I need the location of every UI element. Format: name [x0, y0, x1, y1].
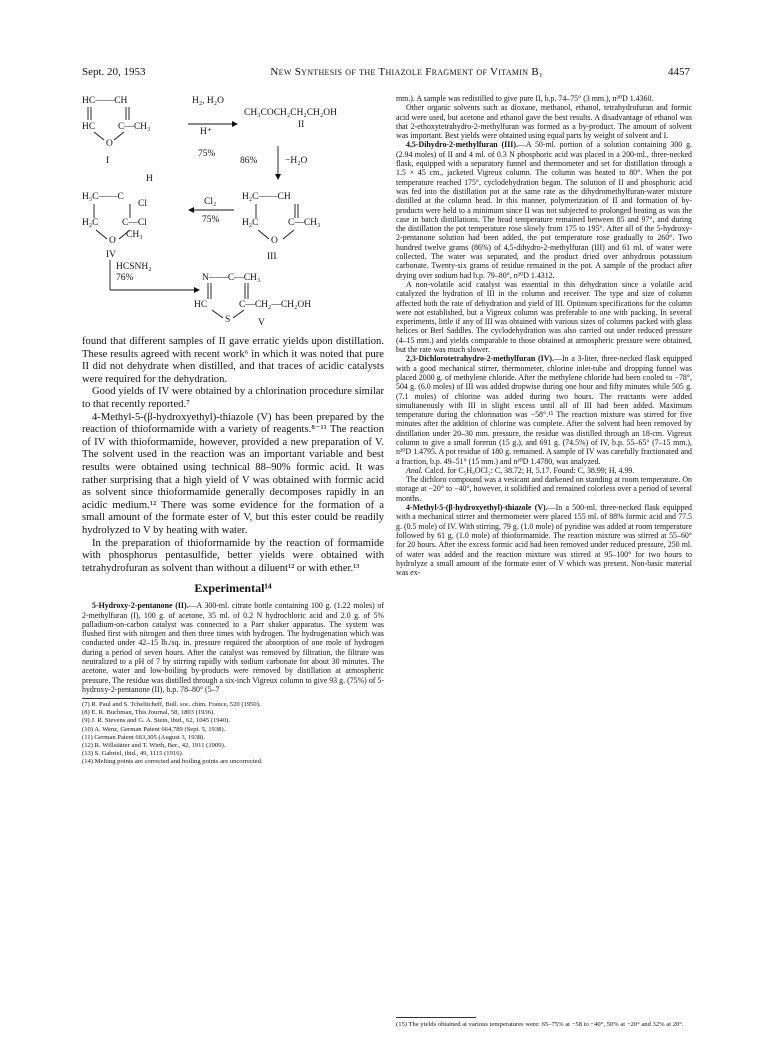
label-compound-ii: II: [298, 120, 305, 130]
compound-v-left: HC: [194, 300, 208, 310]
compound-v-sulfur: S: [225, 315, 231, 325]
compound-iii-top: H₂C——CH: [242, 192, 291, 202]
procedure-body: —A 50-ml. portion of a solution containing 300 g. (2.94 moles) of II and 4 ml. of 0.3 N phosphoric acid was placed in a 200-ml., three-necked flask, equipped with a separatory funnel and thermometer and set for distillation through a 1.5 × 45 cm., jacketed Vigreux column. The column was heated to 80°. When the pot temperature reached 175°, cyclodehydration began. The solution of II and phosphoric acid was fed into the distillation pot at the same rate as the dihydromethylfuran-water mixture distilled at the column head. In this manner, polymerization of II and formation of by-products were held to a minimum since II was not subjected to prolonged heating as was the case in batch distillations. The head temperature remained between 85 and 97°, and during the distillation the pot temperature rose slowly from 175 to 195°. After all of the 5-hydroxy-2-pentanone solution had been added, the pot temperature rose gradually to 260°. Two hundred twelve grams (86%) of 4,5-dihydro-2-methylfuran (III) and 61 ml. of water were collected. The water was separated, and the product dried over anhydrous potassium carbonate. Twenty-six grams of residue remained in the pot. A sample of the product after drying over sodium had b.p. 79–80°, n²⁰D 1.4312.: [396, 140, 692, 280]
footnote-7: (7) R. Paul and S. Tchelitcheff, Bull. soc. chim. France, 520 (1950).: [82, 701, 261, 709]
yield-dehydration: 86%: [240, 156, 258, 166]
footnote-rule-right: [396, 1017, 476, 1018]
compound-iv-methyl: CH₃: [126, 230, 143, 240]
footnote-10: (10) A. Wenz, German Patent 664,789 (Sept. 5, 1938).: [82, 725, 226, 733]
reaction-scheme: [82, 94, 384, 328]
left-column: [82, 94, 384, 1038]
compound-ii: CH₃COCH₂CH₂CH₂OH: [244, 108, 337, 118]
compound-v-top: N——C—CH₃: [202, 273, 261, 283]
compound-iv-cl1: Cl: [138, 199, 147, 209]
procedure-title: 2,3-Dichlorotetrahydro-2-methylfuran (IV).: [406, 354, 555, 364]
header-title: New Synthesis of the Thiazole Fragment of Vitamin B₁: [270, 66, 544, 78]
procedure-title: 4,5-Dihydro-2-methylfuran (III).: [406, 140, 518, 150]
reagent-h2-h2o: H₂, H₂O: [192, 96, 224, 106]
paragraph-erratic-yields: found that different samples of II gave erratic yields upon distillation. These results agreed with recent work⁶ in which it was noted that pure II did not dehydrate when distilled, and that traces of acidic catalysts were required for the dehydration.: [82, 336, 384, 385]
reagent-h-plus: H⁺: [200, 127, 212, 137]
compound-v-right: C—CH₂—CH₂OH: [239, 300, 312, 310]
footnote-8: (8) E. R. Buchman, This Journal, 58, 1803 (1936).: [82, 709, 215, 717]
compound-iv-h: H: [146, 174, 153, 184]
label-compound-v: V: [258, 318, 265, 328]
compound-i-right: C—CH₃: [118, 122, 151, 132]
compound-iii-left: H₂C: [242, 218, 259, 228]
procedure-title: 5-Hydroxy-2-pentanone (II).: [92, 601, 189, 611]
compound-iv-left: H₂C: [82, 218, 99, 228]
compound-iii-oxygen: O: [271, 236, 278, 246]
procedure-dichloro: [396, 354, 692, 466]
procedure-dihydromethylfuran: [396, 140, 692, 279]
paragraph-analysis: [396, 466, 692, 475]
paragraph-redistilled: mm.). A sample was redistilled to give pure II, b.p. 74–75° (3 mm.), n²⁰D 1.4360.: [396, 94, 654, 103]
procedure-thiazole: [396, 503, 692, 577]
footnotes-left: [82, 701, 384, 766]
footnote-13: (13) S. Gabriel, ibid., 49, 1115 (1916).: [82, 749, 184, 757]
reagent-thioformamide: HCSNH₂: [116, 262, 152, 272]
yield-thiazole: 76%: [116, 273, 134, 283]
procedure-hydroxypentanone: [82, 601, 384, 694]
procedure-body: —In a 500-ml. three-necked flask equipped with a mechanical stirrer and thermometer were placed 155 ml. of 88% formic acid and 77.5 g. (0.5 mole) of IV. With stirring, 79 g. (1.0 mole) of pyridine was added at room temperature followed by 61 g. (1.0 mole) of thioformamide. The reaction mixture was stirred at 55–60° for 20 hours. After the excess formic acid had been removed under reduced pressure, 250 ml. of water was added and the reaction mixture was stirred at 95–100° for two hours to hydrolyze a small amount of the formate ester of V which was present. Non-basic material was ex-: [396, 503, 692, 578]
footnote-15: (15) The yields obtained at various temperatures were: 65–75% at −58 to −40°, 50% at −20° and 32% at 20°.: [396, 1021, 684, 1028]
paragraph-solvents: Other organic solvents such as dioxane, methanol, ethanol, tetrahydrofuran and formic acid were used, but acetone and ethanol gave the best results. A disadvantage of ethanol was that 2-ethoxytetrahydro-2-methylfuran was formed as a by-product. The amount of solvent was important. Best yields were obtained using equal parts by weight of solvent and I.: [396, 103, 692, 141]
paragraph-vesicant: The dichloro compound was a vesicant and darkened on standing at room temperature. On storage at −20° to −40°, however, it solidified and remained colorless over a period of several months.: [396, 475, 692, 503]
experimental-heading: Experimental¹⁴: [194, 581, 272, 596]
procedure-title: 4-Methyl-5-(β-hydroxyethyl)-thiazole (V).: [406, 503, 548, 513]
compound-i-left: HC: [82, 122, 96, 132]
compound-iv-cl2: C—Cl: [122, 218, 147, 228]
footnote-14: (14) Melting points are corrected and boiling points are uncorrected.: [82, 757, 263, 765]
footnote-9: (9) J. R. Stevens and G. A. Stein, ibid., 62, 1045 (1940).: [82, 717, 230, 725]
compound-iii-right: C—CH₃: [288, 218, 321, 228]
compound-iv-oxygen: O: [109, 236, 116, 246]
compound-i-oxygen: O: [106, 139, 113, 149]
label-compound-iii: III: [267, 252, 277, 262]
procedure-body: —In a 3-liter, three-necked flask equipped with a good mechanical stirrer, thermometer, chlorine inlet-tube and dropping funnel was placed 2000 g. of methylene chloride. After the methylene chloride had been cooled to −78°, 504 g. (6.0 moles) of III was added dropwise during one hour and fifty minutes while 505 g. (7.1 moles) of chlorine was added during two hours. The reactants were added simultaneously with III in slight excess until all of III had been added. Maximum temperature during the chlorination was −58°.¹⁵ The reaction mixture was stirred for five minutes after the addition of chlorine was complete. After the solvent had been removed by distillation under 20–30 mm. pressure, the residue was distilled through an 18-cm. Vigreux column to give a small forerun (15 g.), and 691 g. (74.5%) of IV, b.p. 55–65° (7–15 mm.), n²⁰D 1.4795. A pot residue of 180 g. remained. A sample of IV was carefully fractionated and a fraction, b.p. 49–51° (15 mm.) and n²⁰D 1.4780, was analyzed.: [396, 354, 692, 466]
compound-i-top: HC——CH: [82, 96, 128, 106]
paragraph-thioformamide: In the preparation of thioformamide by the reaction of formamide with phosphorus pentasulfide, better yields were obtained with tetrahydrofuran as solvent than without a diluent¹² or with ether.¹³: [82, 537, 384, 574]
yield-chlorination: 75%: [202, 215, 220, 225]
procedure-body: —A 300-ml. citrate bottle containing 100 g. (1.22 moles) of 2-methylfuran (I), 100 g. of acetone, 35 ml. of 0.2 N hydrochloric acid and 2.0 g. of 5% palladium-on-carbon catalyst was connected to a Parr shaker apparatus. The system was flushed first with nitrogen and then three times with hydrogen. The hydrogenation which was conducted under 42–15 lb./sq. in. pressure required the absorption of one mole of hydrogen during a period of seven hours. After the catalyst was removed by filtration, the filtrate was neutralized to a pH of 7 by stirring rapidly with sodium carbonate for about 30 minutes. The acetone, water and low-boiling by-products were removed by distillation at atmospheric pressure. The residue was distilled through a six-inch Vigreux column to give 93 g. (75%) of 5-hydroxy-2-pentanone (II), b.p. 78–80° (5–7: [82, 601, 384, 694]
label-compound-i: I: [106, 156, 110, 166]
header-date: Sept. 20, 1953: [82, 66, 146, 78]
footnote-12: (12) R. Willstätter and T. Wirth, Ber., 42, 1911 (1909).: [82, 741, 226, 749]
analysis-body: Calcd. for C₅H₈OCl₂: C, 38.72; H, 5.17. Found: C, 38.99; H, 4.99.: [422, 465, 635, 475]
right-column: [396, 94, 692, 1016]
footnote-rule: [82, 698, 162, 699]
paragraph-acid-catalyst: A non-volatile acid catalyst was essential in this dehydration since a volatile acid catalyzed the hydration of III in the column and receiver. The type and size of column affected both the rate of dehydration and yield of III. Optimum specifications for the column were not established, but a Vigreux column was preferable to one with packing. In several experiments, little if any of III was obtained with various sizes of columns packed with glass helices or Berl Saddles. The cyclodehydration was also carried out under reduced pressure (4–15 mm.) and yields comparable to those obtained at atmospheric pressure were obtained, but the rate was much slower.: [396, 279, 692, 355]
yield-hydrogenation: 75%: [198, 149, 216, 159]
analysis-label: Anal.: [406, 465, 423, 475]
reagent-chlorine: Cl₂: [204, 197, 217, 207]
header-page-number: 4457: [668, 66, 690, 78]
running-header: [82, 66, 690, 82]
paragraph-chlorination: Good yields of IV were obtained by a chlorination procedure similar to that recently reported.⁷: [82, 386, 384, 410]
label-compound-iv: IV: [106, 250, 117, 260]
paragraph-thiazole-prep: 4-Methyl-5-(β-hydroxyethyl)-thiazole (V) has been prepared by the reaction of thioformamide with a variety of reagents.⁸⁻¹¹ The reaction of IV with thioformamide, however, provided a new preparation of V. The solvent used in the reaction was an important variable and best results were obtained using technical 88–90% formic acid. It was rather surprising that a high yield of V was obtained with formic acid as solvent since thioformamide generally decomposes rapidly in an acidic medium.¹² There was some evidence for the formation of a small amount of the formate ester of V, but this ester could be readily hydrolyzed to V by heating with water.: [82, 411, 384, 536]
compound-iv-top: H₃C——C: [82, 192, 124, 202]
footnote-11: (11) German Patent 663,305 (August 3, 1938).: [82, 733, 206, 741]
reagent-minus-water: −H₂O: [285, 156, 308, 166]
